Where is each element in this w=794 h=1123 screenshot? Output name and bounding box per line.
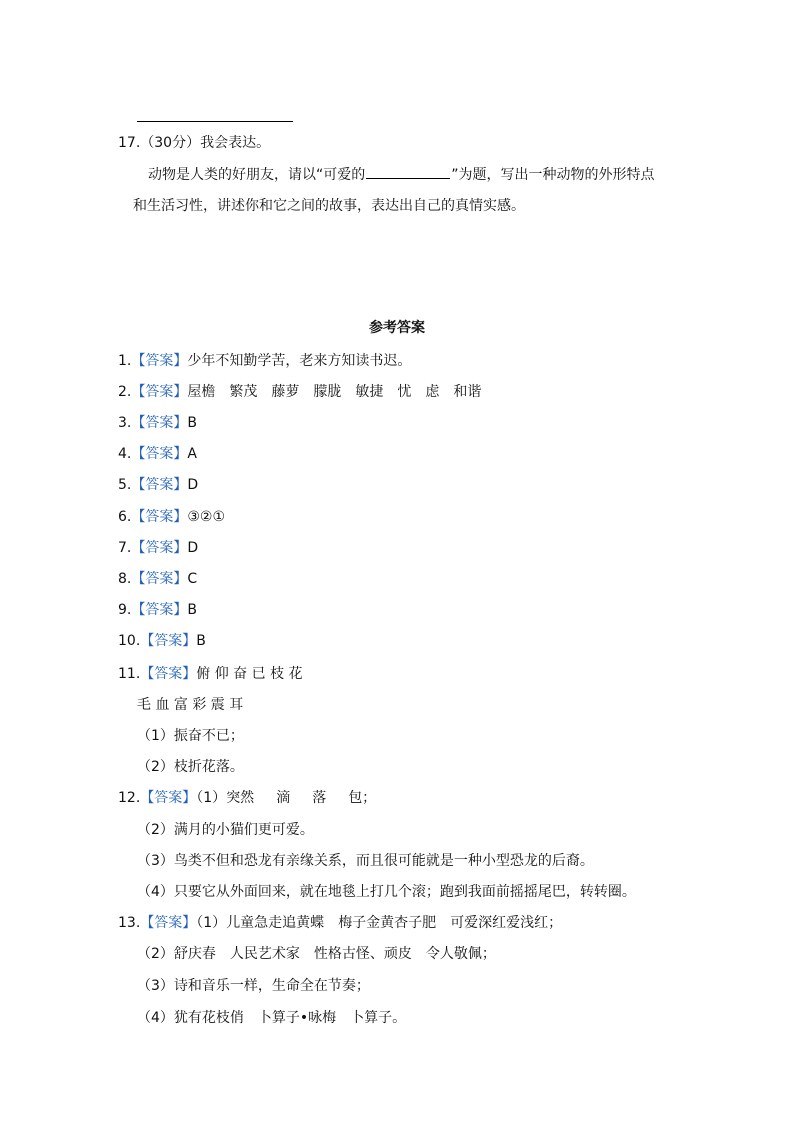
answer-tag: 【答案】 — [140, 915, 197, 931]
answer-underline — [137, 121, 293, 122]
answer-10: 10.【答案】B — [118, 633, 206, 649]
answer-12-sub3: （3）鸟类不但和恐龙有亲缘关系，而且很可能就是一种小型恐龙的后裔。 — [137, 853, 594, 869]
answer-2: 2.【答案】屋檐 繁茂 藤萝 朦胧 敏捷 忧 虑 和谐 — [118, 384, 482, 400]
answer-8: 8.【答案】C — [118, 571, 198, 587]
answer-13-sub2: （2）舒庆春 人民艺术家 性格古怪、顽皮 令人敬佩； — [137, 946, 496, 962]
answer-7: 7.【答案】D — [118, 540, 199, 556]
answer-tag: 【答案】 — [131, 540, 188, 556]
answer-9: 9.【答案】B — [118, 602, 197, 618]
answer-tag: 【答案】 — [131, 353, 188, 369]
answer-tag: 【答案】 — [131, 509, 188, 525]
answer-4: 4.【答案】A — [118, 446, 197, 462]
answer-1: 1.【答案】少年不知勤学苦，老来方知读书迟。 — [118, 353, 412, 369]
answer-5: 5.【答案】D — [118, 477, 199, 493]
answer-tag: 【答案】 — [131, 415, 188, 431]
answer-tag: 【答案】 — [140, 666, 197, 682]
answers-title: 参考答案 — [369, 320, 425, 336]
answer-13: 13.【答案】（1）儿童急走追黄蝶 梅子金黄杏子肥 可爱深红爱浅红； — [118, 915, 563, 931]
question-17-prompt: 动物是人类的好朋友，请以“可爱的 ”为题，写出一种动物的外形特点 — [148, 164, 655, 185]
answer-tag: 【答案】 — [140, 633, 197, 649]
title-blank — [366, 164, 450, 179]
answer-6: 6.【答案】③②① — [118, 509, 226, 525]
answer-11-sub1: （1）振奋不已； — [137, 728, 244, 744]
answer-11-line2: 毛 血 富 彩 震 耳 — [137, 697, 244, 713]
answer-tag: 【答案】 — [131, 571, 188, 587]
answer-tag: 【答案】 — [131, 384, 188, 400]
answer-tag: 【答案】 — [131, 477, 188, 493]
question-17-header: 17.（30分）我会表达。 — [118, 135, 271, 151]
answer-13-sub3: （3）诗和音乐一样，生命全在节奏； — [137, 978, 370, 994]
question-17-prompt-line2: 和生活习性，讲述你和它之间的故事，表达出自己的真情实感。 — [133, 198, 525, 214]
answer-12-sub4: （4）只要它从外面回来，就在地毯上打几个滚；跑到我面前摇摇尾巴，转转圈。 — [137, 884, 636, 900]
answer-tag: 【答案】 — [131, 446, 188, 462]
answer-11-sub2: （2）枝折花落。 — [137, 759, 244, 775]
answer-3: 3.【答案】B — [118, 415, 197, 431]
answer-tag: 【答案】 — [131, 602, 188, 618]
answer-12: 12.【答案】（1）突然 滴 落 包； — [118, 790, 377, 806]
answer-13-sub4: （4）犹有花枝俏 卜算子•咏梅 卜算子。 — [137, 1010, 407, 1026]
answer-11: 11.【答案】俯 仰 奋 已 枝 花 — [118, 666, 303, 682]
answer-12-sub2: （2）满月的小猫们更可爱。 — [137, 822, 314, 838]
answer-tag: 【答案】 — [140, 790, 197, 806]
